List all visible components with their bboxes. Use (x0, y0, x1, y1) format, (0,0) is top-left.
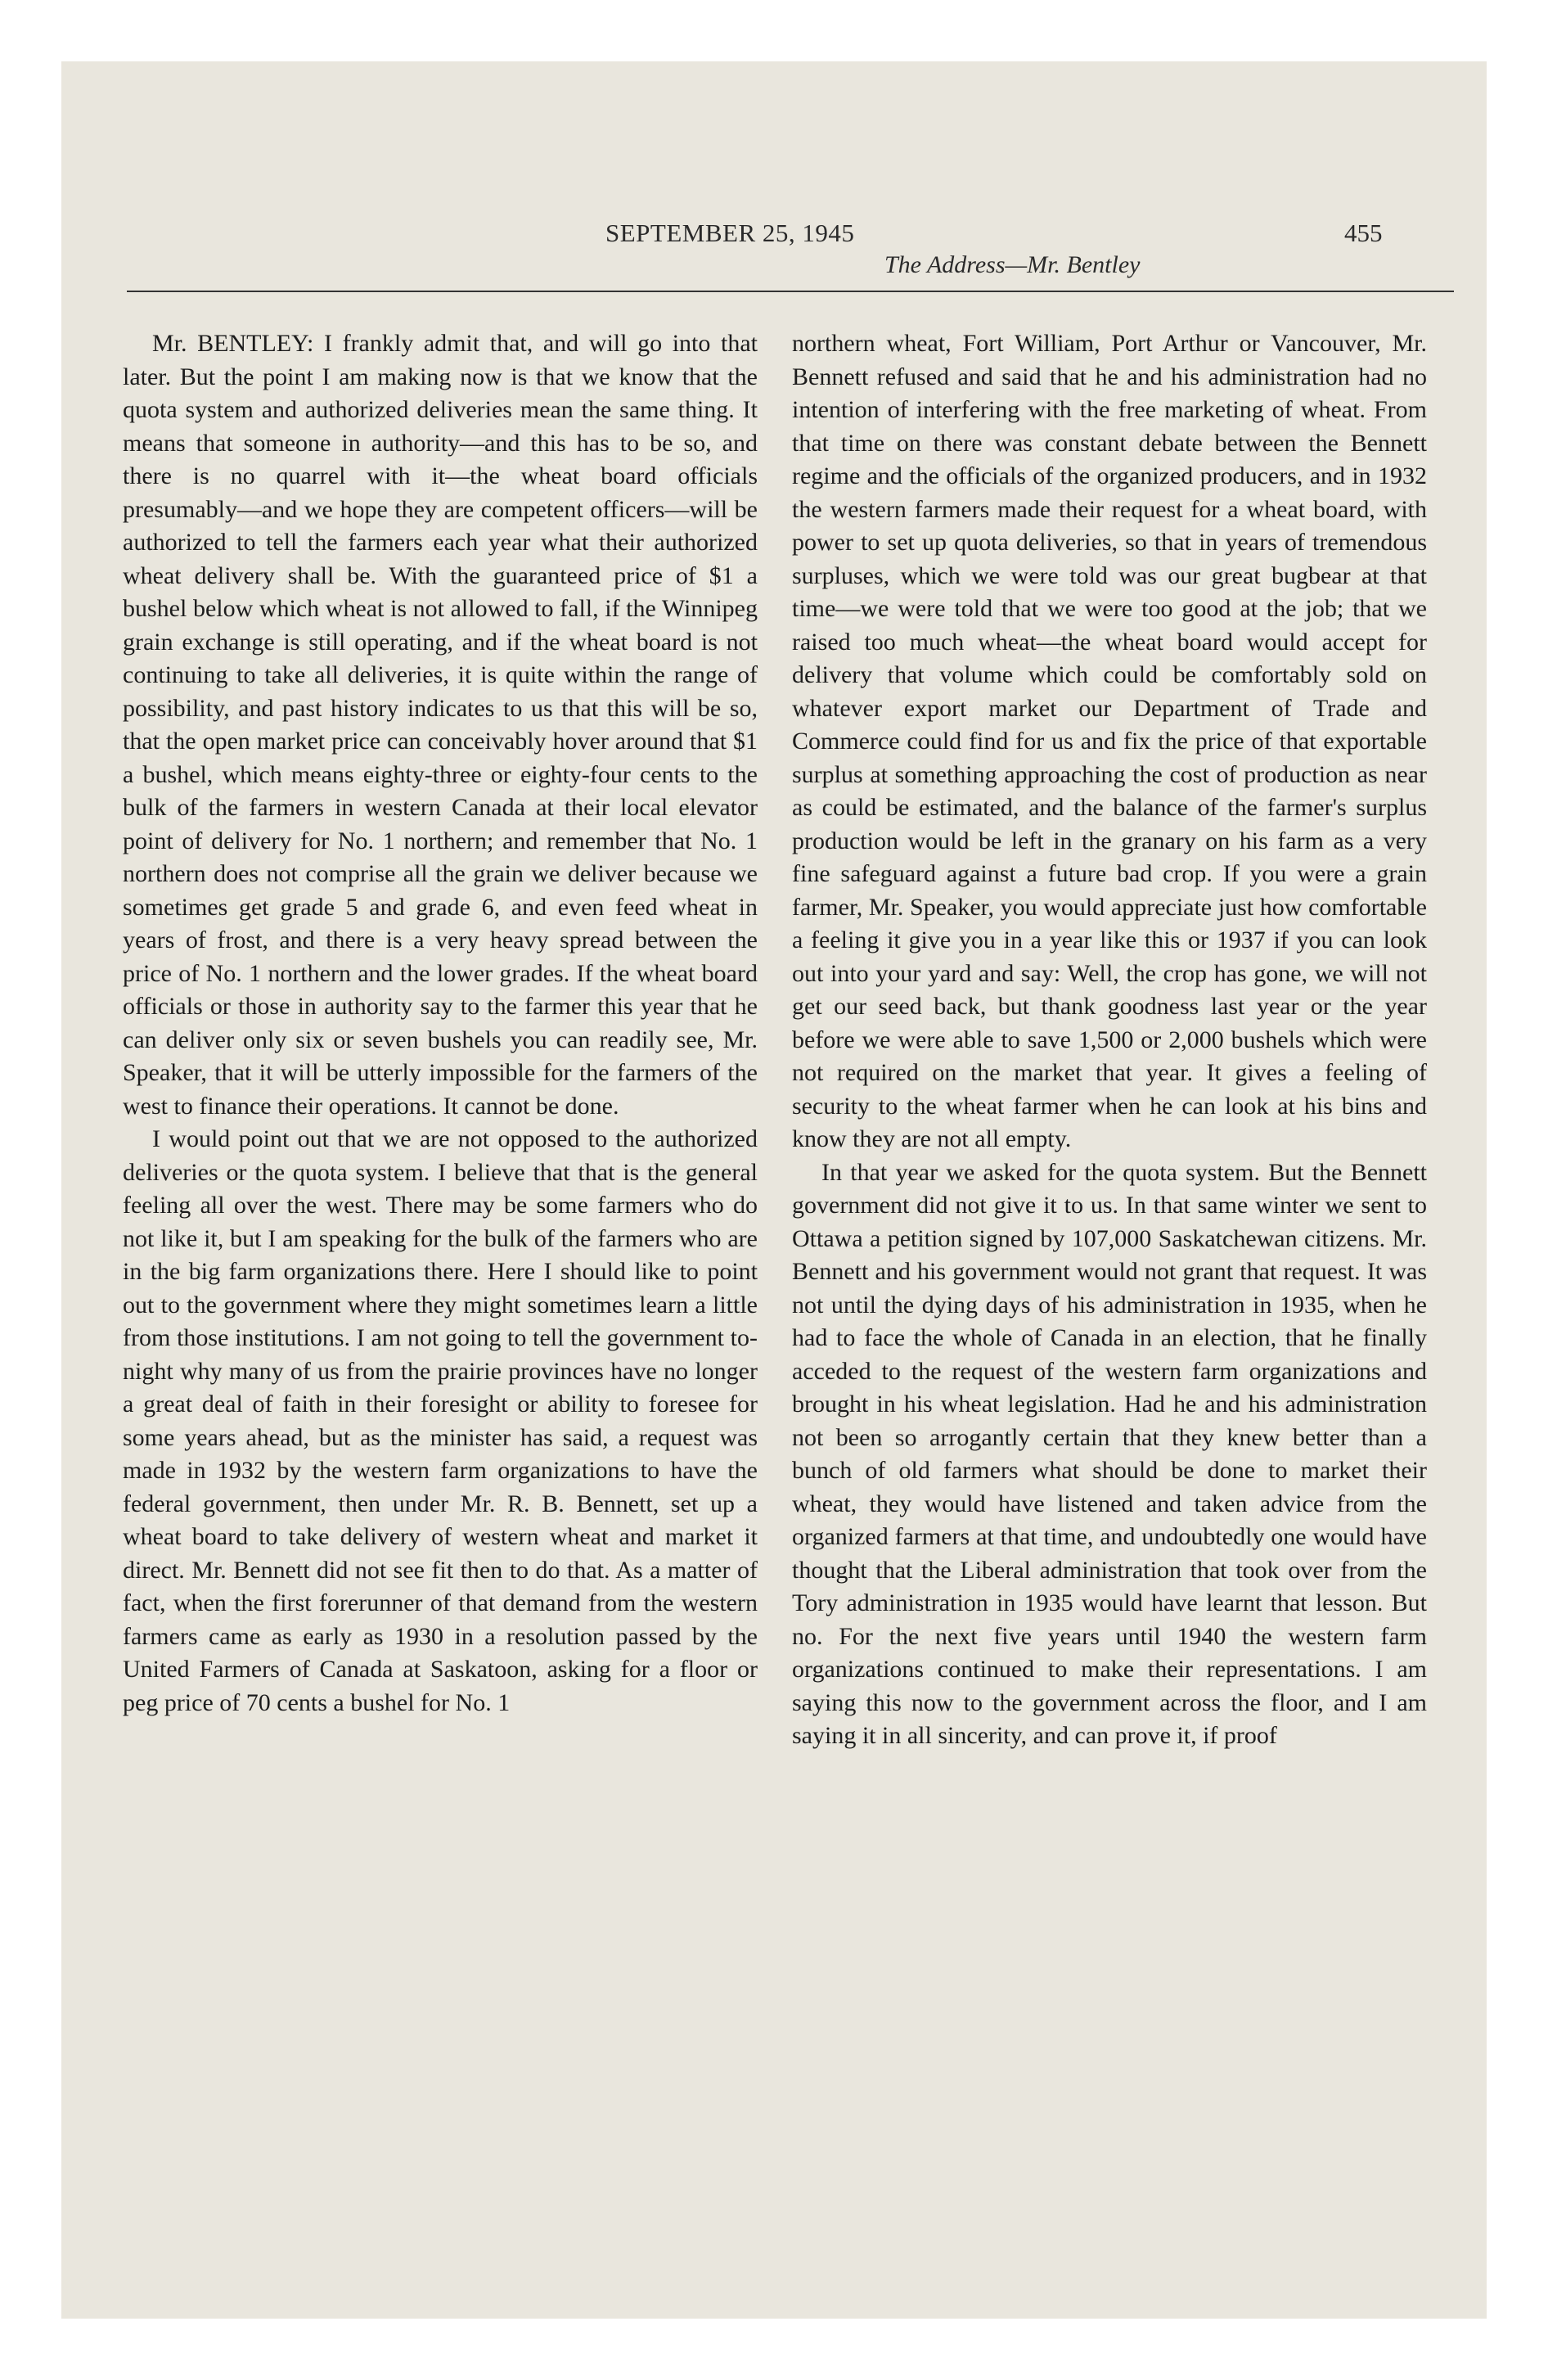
header-rule (127, 291, 1454, 292)
paragraph: I would point out that we are not opposed to the authorized deliveries or the quota system. I believe that that is the general feeling all over the west. There may be some farmers who do not like it, but I am speaking for the bulk of the farmers who are in the big farm organizations there. Here I should like to point out to the government where they might sometimes learn a little from those institutions. I am not going to tell the government to-night why many of us from the prairie provinces have no longer a great deal of faith in their foresight or ability to foresee for some years ahead, but as the minister has said, a request was made in 1932 by the western farm organizations to have the federal government, then under Mr. R. B. Bennett, set up a wheat board to take delivery of western wheat and market it direct. Mr. Bennett did not see fit then to do that. As a matter of fact, when the first forerunner of that demand from the western farmers came as early as 1930 in a resolution passed by the United Farmers of Canada at Saskatoon, asking for a floor or peg price of 70 cents a bushel for No. 1 (123, 1125, 758, 1716)
header-date: SEPTEMBER 25, 1945 (605, 219, 855, 247)
paragraph: In that year we asked for the quota system. But the Bennett government did not give it to us. In that same winter we sent to Ottawa a petition signed by 107,000 Saskatchewan citizens. Mr. Bennett and his government would not grant that request. It was not until the dying days of his administration in 1935, when he had to face the whole of Canada in an election, that he finally acceded to the request of the western farm organizations and brought in his wheat legislation. Had he and his administration not been so arrogantly certain that they knew better than a bunch of old farmers what should be done to market their wheat, they would have listened and taken advice from the organized farmers at that time, and undoubtedly one would have thought that the Liberal administration that took over from the Tory administration in 1935 would have learnt that lesson. But no. For the next five years until 1940 the western farm organizations continued to make their representations. I am saying this now to the government across the floor, and I am saying it in all sincerity, and can prove it, if proof (792, 1158, 1427, 1749)
page-header (61, 160, 1487, 282)
right-column (792, 327, 1427, 2349)
running-head: The Address—Mr. Bentley (884, 251, 1141, 278)
left-column (123, 327, 758, 2349)
paragraph: Mr. BENTLEY: I frankly admit that, and will go into that later. But the point I am making now is that we know that the quota system and authorized deliveries mean the same thing. It means that someone in authority—and this has to be so, and there is no quarrel with it—the wheat board officials presumably—and we hope they are competent officers—will be authorized to tell the farmers each year what their authorized wheat delivery shall be. With the guaranteed price of $1 a bushel below which wheat is not allowed to fall, if the Winnipeg grain exchange is still operating, and if the wheat board is not continuing to take all deliveries, it is quite within the range of possibility, and past history indicates to us that this will be so, that the open market price can conceivably hover around that $1 a bushel, which means eighty-three or eighty-four cents to the bulk of the farmers in western Canada at their local elevator point of delivery for No. 1 northern; and remember that No. 1 northern does not comprise all the grain we deliver because we sometimes get grade 5 and grade 6, and even feed wheat in years of frost, and there is a very heavy spread between the price of No. 1 northern and the lower grades. If the wheat board officials or those in authority say to the farmer this year that he can deliver only six or seven bushels you can readily see, Mr. Speaker, that it will be utterly impossible for the farmers of the west to finance their operations. It cannot be done. (123, 330, 758, 1120)
page-number: 455 (1344, 219, 1383, 247)
paragraph: northern wheat, Fort William, Port Arthur or Vancouver, Mr. Bennett refused and said that he and his administration had no intention of interfering with the free marketing of wheat. From that time on there was constant debate between the Bennett regime and the officials of the organized producers, and in 1932 the western farmers made their request for a wheat board, with power to set up quota deliveries, so that in years of tremendous surpluses, which we were told was our great bugbear at that time—we were told that we were too good at the job; that we raised too much wheat—the wheat board would accept for delivery that volume which could be comfortably sold on whatever export market our Department of Trade and Commerce could find for us and fix the price of that exportable surplus at something approaching the cost of production as near as could be estimated, and the balance of the farmer's surplus production would be left in the granary on his farm as a very fine safeguard against a future bad crop. If you were a grain farmer, Mr. Speaker, you would appreciate just how comfortable a feeling it give you in a year like this or 1937 if you can look out into your yard and say: Well, the crop has gone, we will not get our seed back, but thank goodness last year or the year before we were able to save 1,500 or 2,000 bushels which were not required on the market that year. It gives a feeling of security to the wheat farmer when he can look at his bins and know they are not all empty. (792, 330, 1427, 1152)
document-page (61, 61, 1487, 2319)
